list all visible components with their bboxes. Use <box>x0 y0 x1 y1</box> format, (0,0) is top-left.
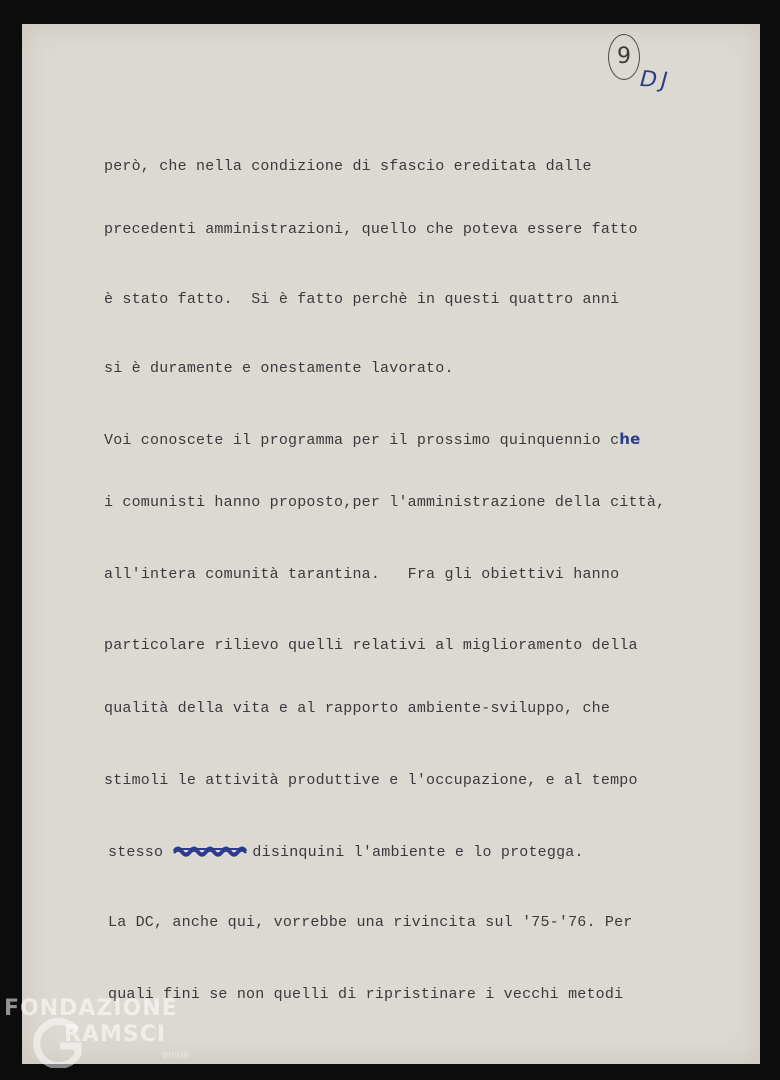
text-line-11 <box>108 844 584 861</box>
text-line-2: precedenti amministrazioni, quello che poteva essere fatto <box>104 221 638 238</box>
text-line-6: i comunisti hanno proposto,per l'amministrazione della città, <box>104 494 666 511</box>
text-line-3: è stato fatto. Si è fatto perchè in questi quattro anni <box>104 291 620 308</box>
text-line-11-start: stesso <box>108 844 173 861</box>
handwritten-initials: DJ <box>639 66 673 95</box>
text-line-9: qualità della vita e al rapporto ambiente-sviluppo, che <box>104 700 611 717</box>
text-line-4: si è duramente e onestamente lavorato. <box>104 360 454 377</box>
text-line-5 <box>104 430 641 449</box>
watermark-line-2: RAMSCI <box>64 1022 167 1047</box>
crossed-out-word <box>172 845 248 857</box>
text-line-5-typed: Voi conoscete il programma per il prossimo quinquennio c <box>104 432 620 449</box>
watermark-onlus: onlus <box>162 1050 189 1061</box>
watermark-line-1: FONDAZIONE <box>4 996 178 1021</box>
page-number-circled: 9 <box>608 34 640 80</box>
text-line-7: all'intera comunità tarantina. Fra gli obiettivi hanno <box>104 566 620 583</box>
text-line-12: La DC, anche qui, vorrebbe una rivincita sul '75-'76. Per <box>108 914 633 931</box>
handwritten-insert: he <box>619 430 641 448</box>
document-page <box>22 24 760 1064</box>
text-line-13: quali fini se non quelli di ripristinare i vecchi metodi <box>108 986 624 1003</box>
text-line-8: particolare rilievo quelli relativi al miglioramento della <box>104 637 638 654</box>
text-line-10: stimoli le attività produttive e l'occupazione, e al tempo <box>104 772 638 789</box>
text-line-11-end: disinquini l'ambiente e lo protegga. <box>252 844 584 861</box>
text-line-1: però, che nella condizione di sfascio ereditata dalle <box>104 158 592 175</box>
